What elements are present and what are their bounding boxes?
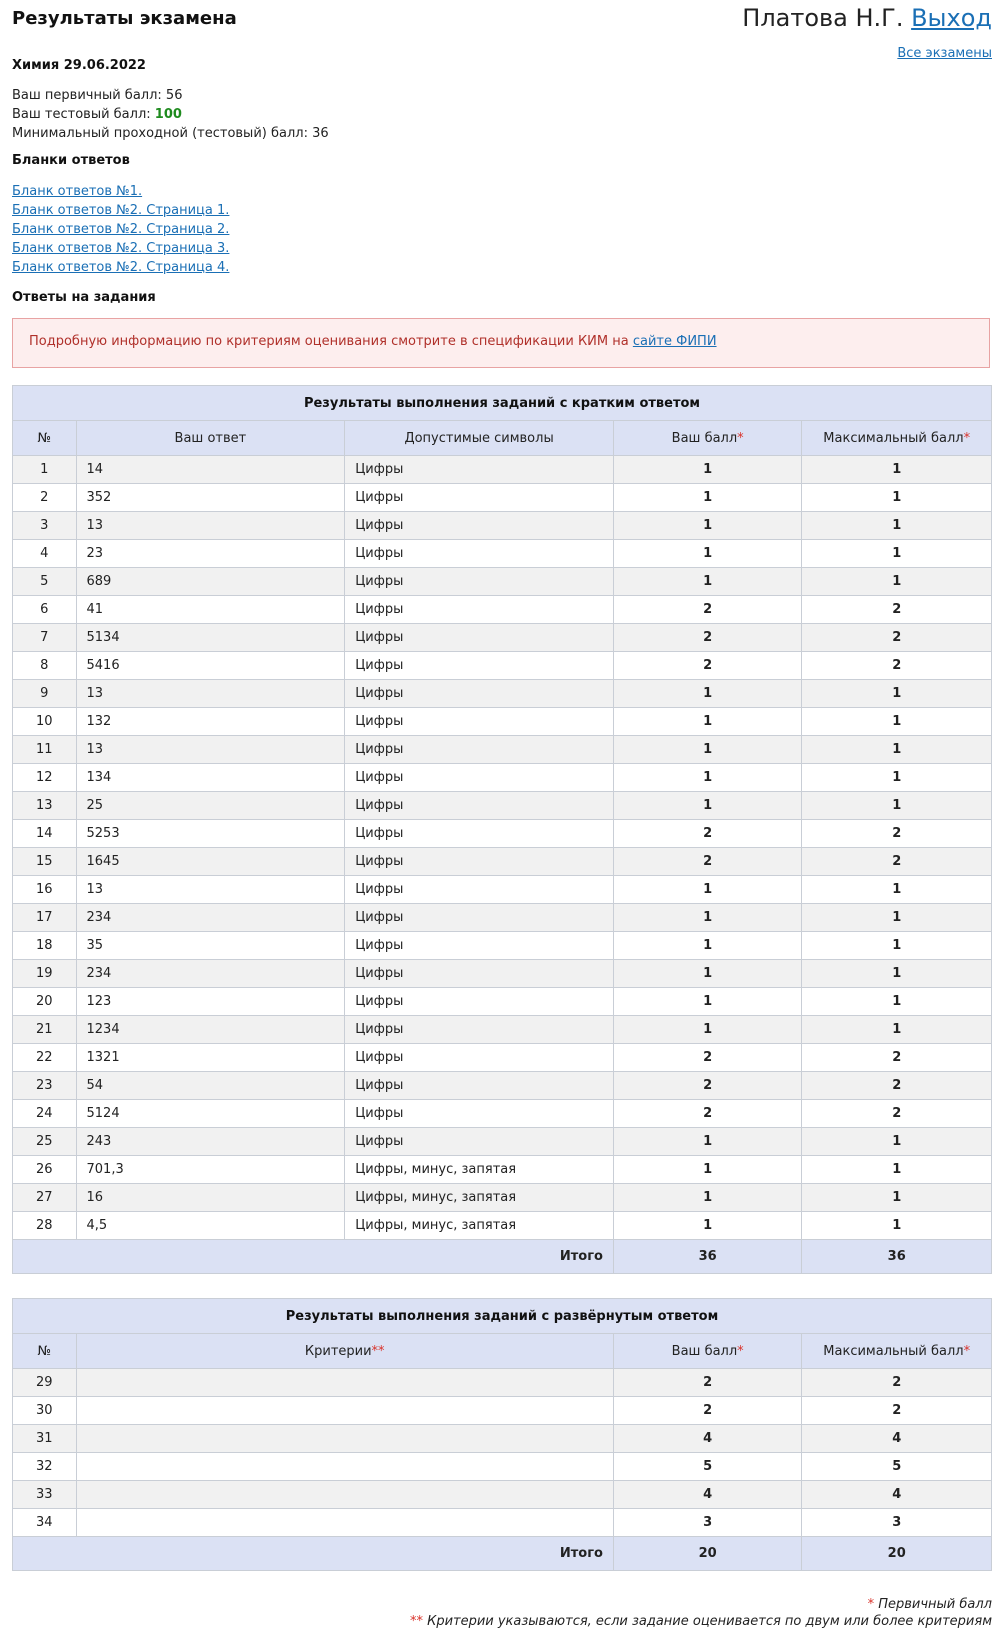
your-score: 2 [613, 1072, 802, 1100]
your-score: 1 [613, 484, 802, 512]
your-answer: 1321 [76, 1044, 345, 1072]
min-score-value: 36 [312, 126, 329, 141]
your-score: 1 [613, 512, 802, 540]
task-number: 28 [13, 1212, 77, 1240]
your-answer: 23 [76, 540, 345, 568]
user-name: Платова Н.Г. [742, 4, 904, 32]
allowed-symbols: Цифры [345, 1072, 614, 1100]
task-number: 7 [13, 624, 77, 652]
table-row [13, 596, 992, 624]
test-score-value: 100 [154, 107, 182, 122]
max-score: 1 [802, 1156, 992, 1184]
task-number: 19 [13, 960, 77, 988]
your-answer: 234 [76, 960, 345, 988]
table-row [13, 932, 992, 960]
score-summary [12, 86, 329, 143]
table-row [13, 456, 992, 484]
allowed-symbols: Цифры [345, 680, 614, 708]
form-link-2-page-4[interactable]: Бланк ответов №2. Страница 4. [12, 260, 230, 275]
max-score: 5 [802, 1453, 992, 1481]
your-score: 1 [613, 736, 802, 764]
forms-heading: Бланки ответов [12, 153, 130, 168]
your-score: 2 [613, 1369, 802, 1397]
star-mark: * [963, 430, 971, 446]
min-score-label: Минимальный проходной (тестовый) балл: [12, 126, 308, 141]
primary-score-label: Ваш первичный балл: [12, 88, 162, 103]
your-score: 1 [613, 1156, 802, 1184]
task-number: 33 [13, 1481, 77, 1509]
footnote-criteria [410, 1613, 992, 1630]
min-score-line [12, 124, 329, 143]
logout-link[interactable]: Выход [911, 4, 992, 32]
user-block [742, 4, 992, 32]
col-header-criteria-label: Критерии [304, 1343, 372, 1359]
task-number: 21 [13, 1016, 77, 1044]
table-row [13, 1044, 992, 1072]
your-score: 1 [613, 876, 802, 904]
test-score-line [12, 105, 329, 124]
max-score: 2 [802, 1044, 992, 1072]
your-answer: 13 [76, 512, 345, 540]
your-score: 1 [613, 540, 802, 568]
criteria [76, 1453, 613, 1481]
task-number: 1 [13, 456, 77, 484]
your-answer: 5134 [76, 624, 345, 652]
max-score: 2 [802, 1100, 992, 1128]
allowed-symbols: Цифры, минус, запятая [345, 1156, 614, 1184]
task-number: 34 [13, 1509, 77, 1537]
col-header-score-label: Ваш балл [671, 430, 738, 446]
star-mark: * [963, 1343, 971, 1359]
your-score: 4 [613, 1425, 802, 1453]
allowed-symbols: Цифры [345, 736, 614, 764]
star-mark: * [737, 430, 744, 446]
task-number: 22 [13, 1044, 77, 1072]
table-row [13, 708, 992, 736]
task-number: 15 [13, 848, 77, 876]
your-answer: 13 [76, 736, 345, 764]
task-number: 2 [13, 484, 77, 512]
fipi-info-alert [12, 318, 990, 368]
your-answer: 1645 [76, 848, 345, 876]
allowed-symbols: Цифры [345, 764, 614, 792]
exam-name: Химия 29.06.2022 [12, 58, 146, 73]
your-score: 2 [613, 1397, 802, 1425]
double-star-mark: ** [371, 1343, 385, 1359]
max-score: 1 [802, 736, 992, 764]
table-row [13, 736, 992, 764]
criteria [76, 1481, 613, 1509]
table-row [13, 512, 992, 540]
allowed-symbols: Цифры [345, 484, 614, 512]
primary-score-line [12, 86, 329, 105]
short-table-caption: Результаты выполнения заданий с кратким ответом [13, 386, 992, 421]
your-score: 1 [613, 960, 802, 988]
your-score: 1 [613, 1128, 802, 1156]
your-answer: 5124 [76, 1100, 345, 1128]
your-answer: 13 [76, 680, 345, 708]
max-score: 1 [802, 960, 992, 988]
criteria [76, 1397, 613, 1425]
table-row [13, 624, 992, 652]
table-row [13, 484, 992, 512]
table-row [13, 1100, 992, 1128]
your-answer: 123 [76, 988, 345, 1016]
footnotes [410, 1596, 992, 1630]
table-row [13, 988, 992, 1016]
table-row [13, 792, 992, 820]
primary-score-value: 56 [165, 88, 183, 103]
fipi-link[interactable]: сайте ФИПИ [632, 334, 717, 349]
task-number: 9 [13, 680, 77, 708]
long-total-score: 20 [613, 1537, 802, 1571]
your-score: 5 [613, 1453, 802, 1481]
your-score: 2 [613, 624, 802, 652]
max-score: 1 [802, 540, 992, 568]
task-number: 32 [13, 1453, 77, 1481]
table-row [13, 820, 992, 848]
short-table-body [13, 456, 992, 1240]
your-answer: 54 [76, 1072, 345, 1100]
table-row [13, 568, 992, 596]
task-number: 27 [13, 1184, 77, 1212]
max-score: 1 [802, 1128, 992, 1156]
your-score: 1 [613, 988, 802, 1016]
max-score: 1 [802, 792, 992, 820]
task-number: 12 [13, 764, 77, 792]
allowed-symbols: Цифры [345, 932, 614, 960]
table-row [13, 1184, 992, 1212]
your-score: 1 [613, 708, 802, 736]
max-score: 3 [802, 1509, 992, 1537]
alert-text: Подробную информацию по критериям оценивания смотрите в спецификации КИМ на [29, 334, 633, 349]
your-answer: 134 [76, 764, 345, 792]
answers-heading: Ответы на задания [12, 290, 156, 305]
task-number: 31 [13, 1425, 77, 1453]
max-score: 2 [802, 848, 992, 876]
max-score: 1 [802, 512, 992, 540]
table-row [13, 1369, 992, 1397]
test-score-label: Ваш тестовый балл: [12, 107, 151, 122]
task-number: 8 [13, 652, 77, 680]
star-mark: * [737, 1343, 744, 1359]
allowed-symbols: Цифры [345, 708, 614, 736]
short-total-max: 36 [802, 1240, 992, 1274]
max-score: 1 [802, 1184, 992, 1212]
table-row [13, 764, 992, 792]
short-total-label: Итого [13, 1240, 614, 1274]
max-score: 2 [802, 596, 992, 624]
all-exams-link[interactable]: Все экзамены [897, 46, 992, 61]
table-row [13, 904, 992, 932]
max-score: 1 [802, 1212, 992, 1240]
your-score: 2 [613, 820, 802, 848]
max-score: 2 [802, 1397, 992, 1425]
your-answer: 13 [76, 876, 345, 904]
your-score: 3 [613, 1509, 802, 1537]
your-score: 1 [613, 456, 802, 484]
long-table-body [13, 1369, 992, 1537]
max-score: 1 [802, 876, 992, 904]
task-number: 23 [13, 1072, 77, 1100]
forms-list [12, 182, 229, 277]
table-row [13, 1212, 992, 1240]
your-answer: 25 [76, 792, 345, 820]
your-answer: 689 [76, 568, 345, 596]
max-score: 2 [802, 1072, 992, 1100]
allowed-symbols: Цифры, минус, запятая [345, 1212, 614, 1240]
allowed-symbols: Цифры [345, 512, 614, 540]
task-number: 11 [13, 736, 77, 764]
col-header-criteria [76, 1334, 613, 1369]
table-row [13, 1509, 992, 1537]
your-score: 4 [613, 1481, 802, 1509]
task-number: 20 [13, 988, 77, 1016]
allowed-symbols: Цифры [345, 876, 614, 904]
max-score: 1 [802, 456, 992, 484]
max-score: 1 [802, 484, 992, 512]
table-row [13, 680, 992, 708]
table-row [13, 1072, 992, 1100]
table-row [13, 1397, 992, 1425]
criteria [76, 1369, 613, 1397]
allowed-symbols: Цифры [345, 792, 614, 820]
your-score: 1 [613, 1184, 802, 1212]
table-row [13, 1481, 992, 1509]
max-score: 1 [802, 988, 992, 1016]
table-row [13, 848, 992, 876]
task-number: 4 [13, 540, 77, 568]
task-number: 10 [13, 708, 77, 736]
long-table-caption: Результаты выполнения заданий с развёрнутым ответом [13, 1299, 992, 1334]
your-answer: 5416 [76, 652, 345, 680]
allowed-symbols: Цифры [345, 820, 614, 848]
your-score: 2 [613, 1044, 802, 1072]
your-score: 1 [613, 1016, 802, 1044]
allowed-symbols: Цифры [345, 596, 614, 624]
task-number: 29 [13, 1369, 77, 1397]
max-score: 1 [802, 764, 992, 792]
col-header-max [802, 421, 992, 456]
your-answer: 41 [76, 596, 345, 624]
your-answer: 234 [76, 904, 345, 932]
long-total-max: 20 [802, 1537, 992, 1571]
max-score: 1 [802, 1016, 992, 1044]
allowed-symbols: Цифры [345, 624, 614, 652]
your-answer: 701,3 [76, 1156, 345, 1184]
col-header-answer: Ваш ответ [76, 421, 345, 456]
allowed-symbols: Цифры [345, 568, 614, 596]
task-number: 30 [13, 1397, 77, 1425]
criteria [76, 1425, 613, 1453]
form-link-1[interactable]: Бланк ответов №1. [12, 184, 143, 199]
your-score: 1 [613, 904, 802, 932]
your-score: 1 [613, 568, 802, 596]
max-score: 2 [802, 652, 992, 680]
task-number: 18 [13, 932, 77, 960]
form-link-2-page-3[interactable]: Бланк ответов №2. Страница 3. [12, 241, 230, 256]
your-answer: 16 [76, 1184, 345, 1212]
your-score: 2 [613, 596, 802, 624]
your-answer: 1234 [76, 1016, 345, 1044]
max-score: 4 [802, 1481, 992, 1509]
max-score: 2 [802, 1369, 992, 1397]
footnote-criteria-text: Критерии указываются, если задание оценивается по двум или более критериям [422, 1614, 992, 1629]
table-row [13, 652, 992, 680]
allowed-symbols: Цифры [345, 456, 614, 484]
max-score: 1 [802, 904, 992, 932]
col-header-number: № [13, 421, 77, 456]
max-score: 1 [802, 932, 992, 960]
your-score: 1 [613, 1212, 802, 1240]
table-row [13, 1156, 992, 1184]
your-answer: 243 [76, 1128, 345, 1156]
task-number: 17 [13, 904, 77, 932]
task-number: 5 [13, 568, 77, 596]
task-number: 6 [13, 596, 77, 624]
your-score: 2 [613, 848, 802, 876]
long-answer-table [12, 1298, 992, 1571]
allowed-symbols: Цифры [345, 540, 614, 568]
max-score: 2 [802, 820, 992, 848]
star-mark: * [867, 1597, 875, 1612]
task-number: 16 [13, 876, 77, 904]
col-header-number: № [13, 1334, 77, 1369]
allowed-symbols: Цифры [345, 1044, 614, 1072]
your-score: 1 [613, 764, 802, 792]
table-row [13, 1016, 992, 1044]
your-score: 2 [613, 1100, 802, 1128]
allowed-symbols: Цифры [345, 1016, 614, 1044]
col-header-score [613, 1334, 802, 1369]
allowed-symbols: Цифры [345, 960, 614, 988]
allowed-symbols: Цифры [345, 848, 614, 876]
max-score: 4 [802, 1425, 992, 1453]
table-row [13, 960, 992, 988]
table-row [13, 540, 992, 568]
table-row [13, 1453, 992, 1481]
task-number: 24 [13, 1100, 77, 1128]
task-number: 25 [13, 1128, 77, 1156]
col-header-symbols: Допустимые символы [345, 421, 614, 456]
col-header-max-label: Максимальный балл [823, 1343, 964, 1359]
col-header-score-label: Ваш балл [671, 1343, 738, 1359]
short-total-score: 36 [613, 1240, 802, 1274]
allowed-symbols: Цифры [345, 1128, 614, 1156]
form-link-2-page-2[interactable]: Бланк ответов №2. Страница 2. [12, 222, 230, 237]
long-total-label: Итого [13, 1537, 614, 1571]
max-score: 1 [802, 680, 992, 708]
max-score: 1 [802, 568, 992, 596]
your-score: 2 [613, 652, 802, 680]
your-score: 1 [613, 680, 802, 708]
task-number: 26 [13, 1156, 77, 1184]
task-number: 3 [13, 512, 77, 540]
footnote-primary-text: Первичный балл [874, 1597, 992, 1612]
col-header-max-label: Максимальный балл [823, 430, 964, 446]
your-answer: 5253 [76, 820, 345, 848]
table-row [13, 1425, 992, 1453]
allowed-symbols: Цифры [345, 1100, 614, 1128]
task-number: 13 [13, 792, 77, 820]
allowed-symbols: Цифры [345, 904, 614, 932]
allowed-symbols: Цифры [345, 988, 614, 1016]
footnote-primary [410, 1596, 992, 1613]
your-answer: 132 [76, 708, 345, 736]
your-score: 1 [613, 792, 802, 820]
double-star-mark: ** [409, 1614, 423, 1629]
your-answer: 4,5 [76, 1212, 345, 1240]
allowed-symbols: Цифры [345, 652, 614, 680]
criteria [76, 1509, 613, 1537]
form-link-2-page-1[interactable]: Бланк ответов №2. Страница 1. [12, 203, 230, 218]
table-row [13, 1128, 992, 1156]
table-row [13, 876, 992, 904]
max-score: 1 [802, 708, 992, 736]
max-score: 2 [802, 624, 992, 652]
allowed-symbols: Цифры, минус, запятая [345, 1184, 614, 1212]
page-title: Результаты экзамена [12, 8, 237, 29]
col-header-max [802, 1334, 992, 1369]
short-answer-table [12, 385, 992, 1274]
your-answer: 14 [76, 456, 345, 484]
task-number: 14 [13, 820, 77, 848]
your-answer: 352 [76, 484, 345, 512]
col-header-score [613, 421, 802, 456]
your-score: 1 [613, 932, 802, 960]
your-answer: 35 [76, 932, 345, 960]
